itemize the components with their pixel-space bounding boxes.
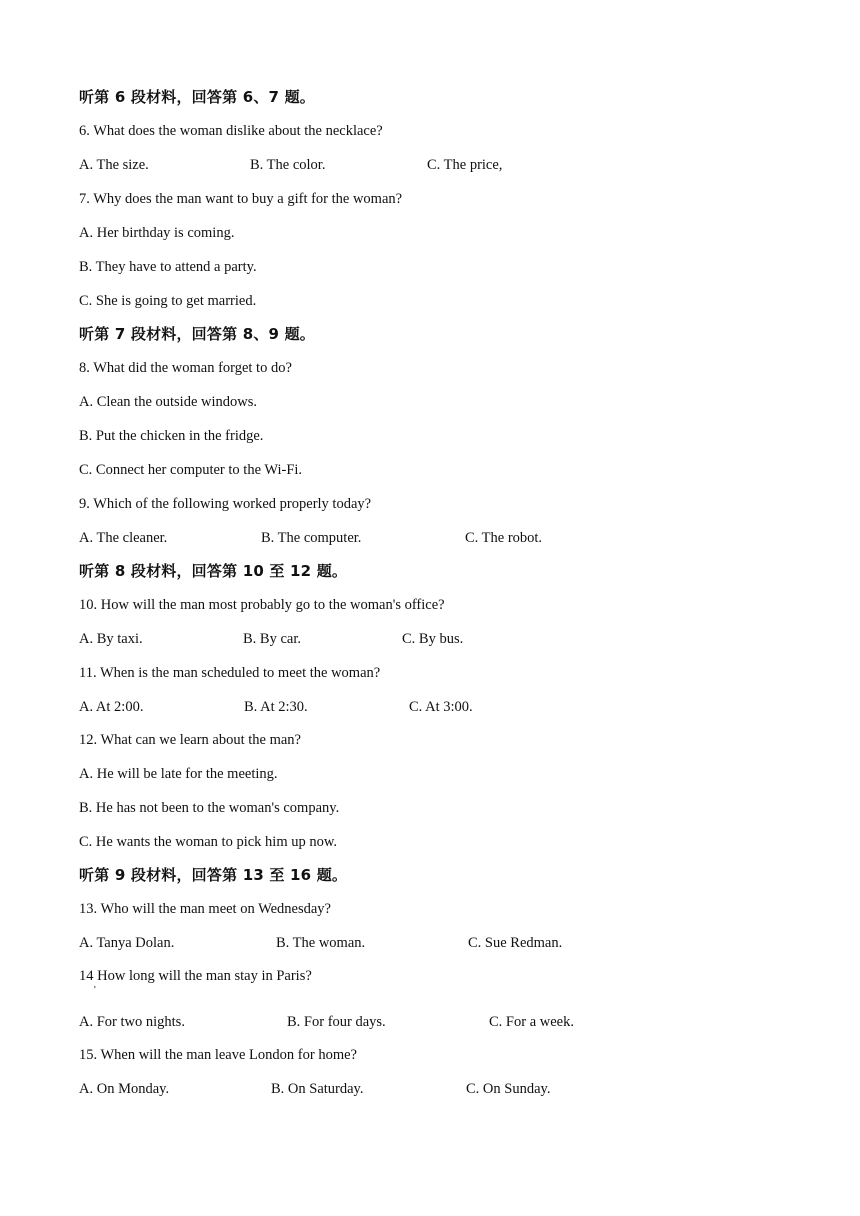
question-7: 7. Why does the man want to buy a gift for the woman? — [79, 191, 403, 207]
question-12-option-a: A. He will be late for the meeting. — [79, 766, 278, 782]
question-15: 15. When will the man leave London for home? — [79, 1047, 357, 1063]
question-12-option-b: B. He has not been to the woman's company. — [79, 800, 340, 816]
question-9-option-b: B. The computer. — [261, 530, 362, 546]
section-heading-7: 听第 7 段材料，回答第 8、9 题。 — [79, 325, 316, 343]
question-9-option-a: A. The cleaner. — [79, 530, 168, 546]
question-15-option-b: B. On Saturday. — [271, 1081, 364, 1097]
question-12-option-c: C. He wants the woman to pick him up now. — [79, 834, 338, 850]
question-14-option-a: A. For two nights. — [79, 1014, 185, 1030]
question-12: 12. What can we learn about the man? — [79, 732, 301, 748]
question-10-option-b: B. By car. — [243, 631, 301, 647]
question-6-option-c: C. The price, — [427, 157, 503, 173]
question-14-stray-mark: ' — [94, 985, 96, 996]
question-13-option-c: C. Sue Redman. — [468, 935, 563, 951]
question-11-option-c: C. At 3:00. — [409, 699, 473, 715]
question-6-option-b: B. The color. — [250, 157, 326, 173]
question-14-option-c: C. For a week. — [489, 1014, 574, 1030]
question-8: 8. What did the woman forget to do? — [79, 360, 292, 376]
question-6: 6. What does the woman dislike about the necklace? — [79, 123, 383, 139]
question-11-option-a: A. At 2:00. — [79, 699, 144, 715]
question-6-option-a: A. The size. — [79, 157, 149, 173]
question-9: 9. Which of the following worked properly today? — [79, 496, 372, 512]
question-7-option-b: B. They have to attend a party. — [79, 259, 257, 275]
question-8-option-b: B. Put the chicken in the fridge. — [79, 428, 264, 444]
section-heading-9: 听第 9 段材料，回答第 13 至 16 题。 — [79, 866, 348, 884]
question-9-option-c: C. The robot. — [465, 530, 543, 546]
question-13-option-b: B. The woman. — [276, 935, 366, 951]
question-10-option-c: C. By bus. — [402, 631, 464, 647]
question-7-option-a: A. Her birthday is coming. — [79, 225, 235, 241]
question-13: 13. Who will the man meet on Wednesday? — [79, 901, 331, 917]
question-10-option-a: A. By taxi. — [79, 631, 143, 647]
question-14-option-b: B. For four days. — [287, 1014, 386, 1030]
section-heading-8: 听第 8 段材料，回答第 10 至 12 题。 — [79, 562, 348, 580]
question-14: 14 How long will the man stay in Paris? — [79, 968, 312, 984]
question-15-option-a: A. On Monday. — [79, 1081, 170, 1097]
question-11-option-b: B. At 2:30. — [244, 699, 308, 715]
question-8-option-a: A. Clean the outside windows. — [79, 394, 258, 410]
question-7-option-c: C. She is going to get married. — [79, 293, 257, 309]
question-13-option-a: A. Tanya Dolan. — [79, 935, 175, 951]
question-8-option-c: C. Connect her computer to the Wi-Fi. — [79, 462, 303, 478]
question-11: 11. When is the man scheduled to meet the woman? — [79, 665, 381, 681]
question-10: 10. How will the man most probably go to the woman's office? — [79, 597, 445, 613]
section-heading-6: 听第 6 段材料，回答第 6、7 题。 — [79, 88, 316, 106]
question-15-option-c: C. On Sunday. — [466, 1081, 551, 1097]
